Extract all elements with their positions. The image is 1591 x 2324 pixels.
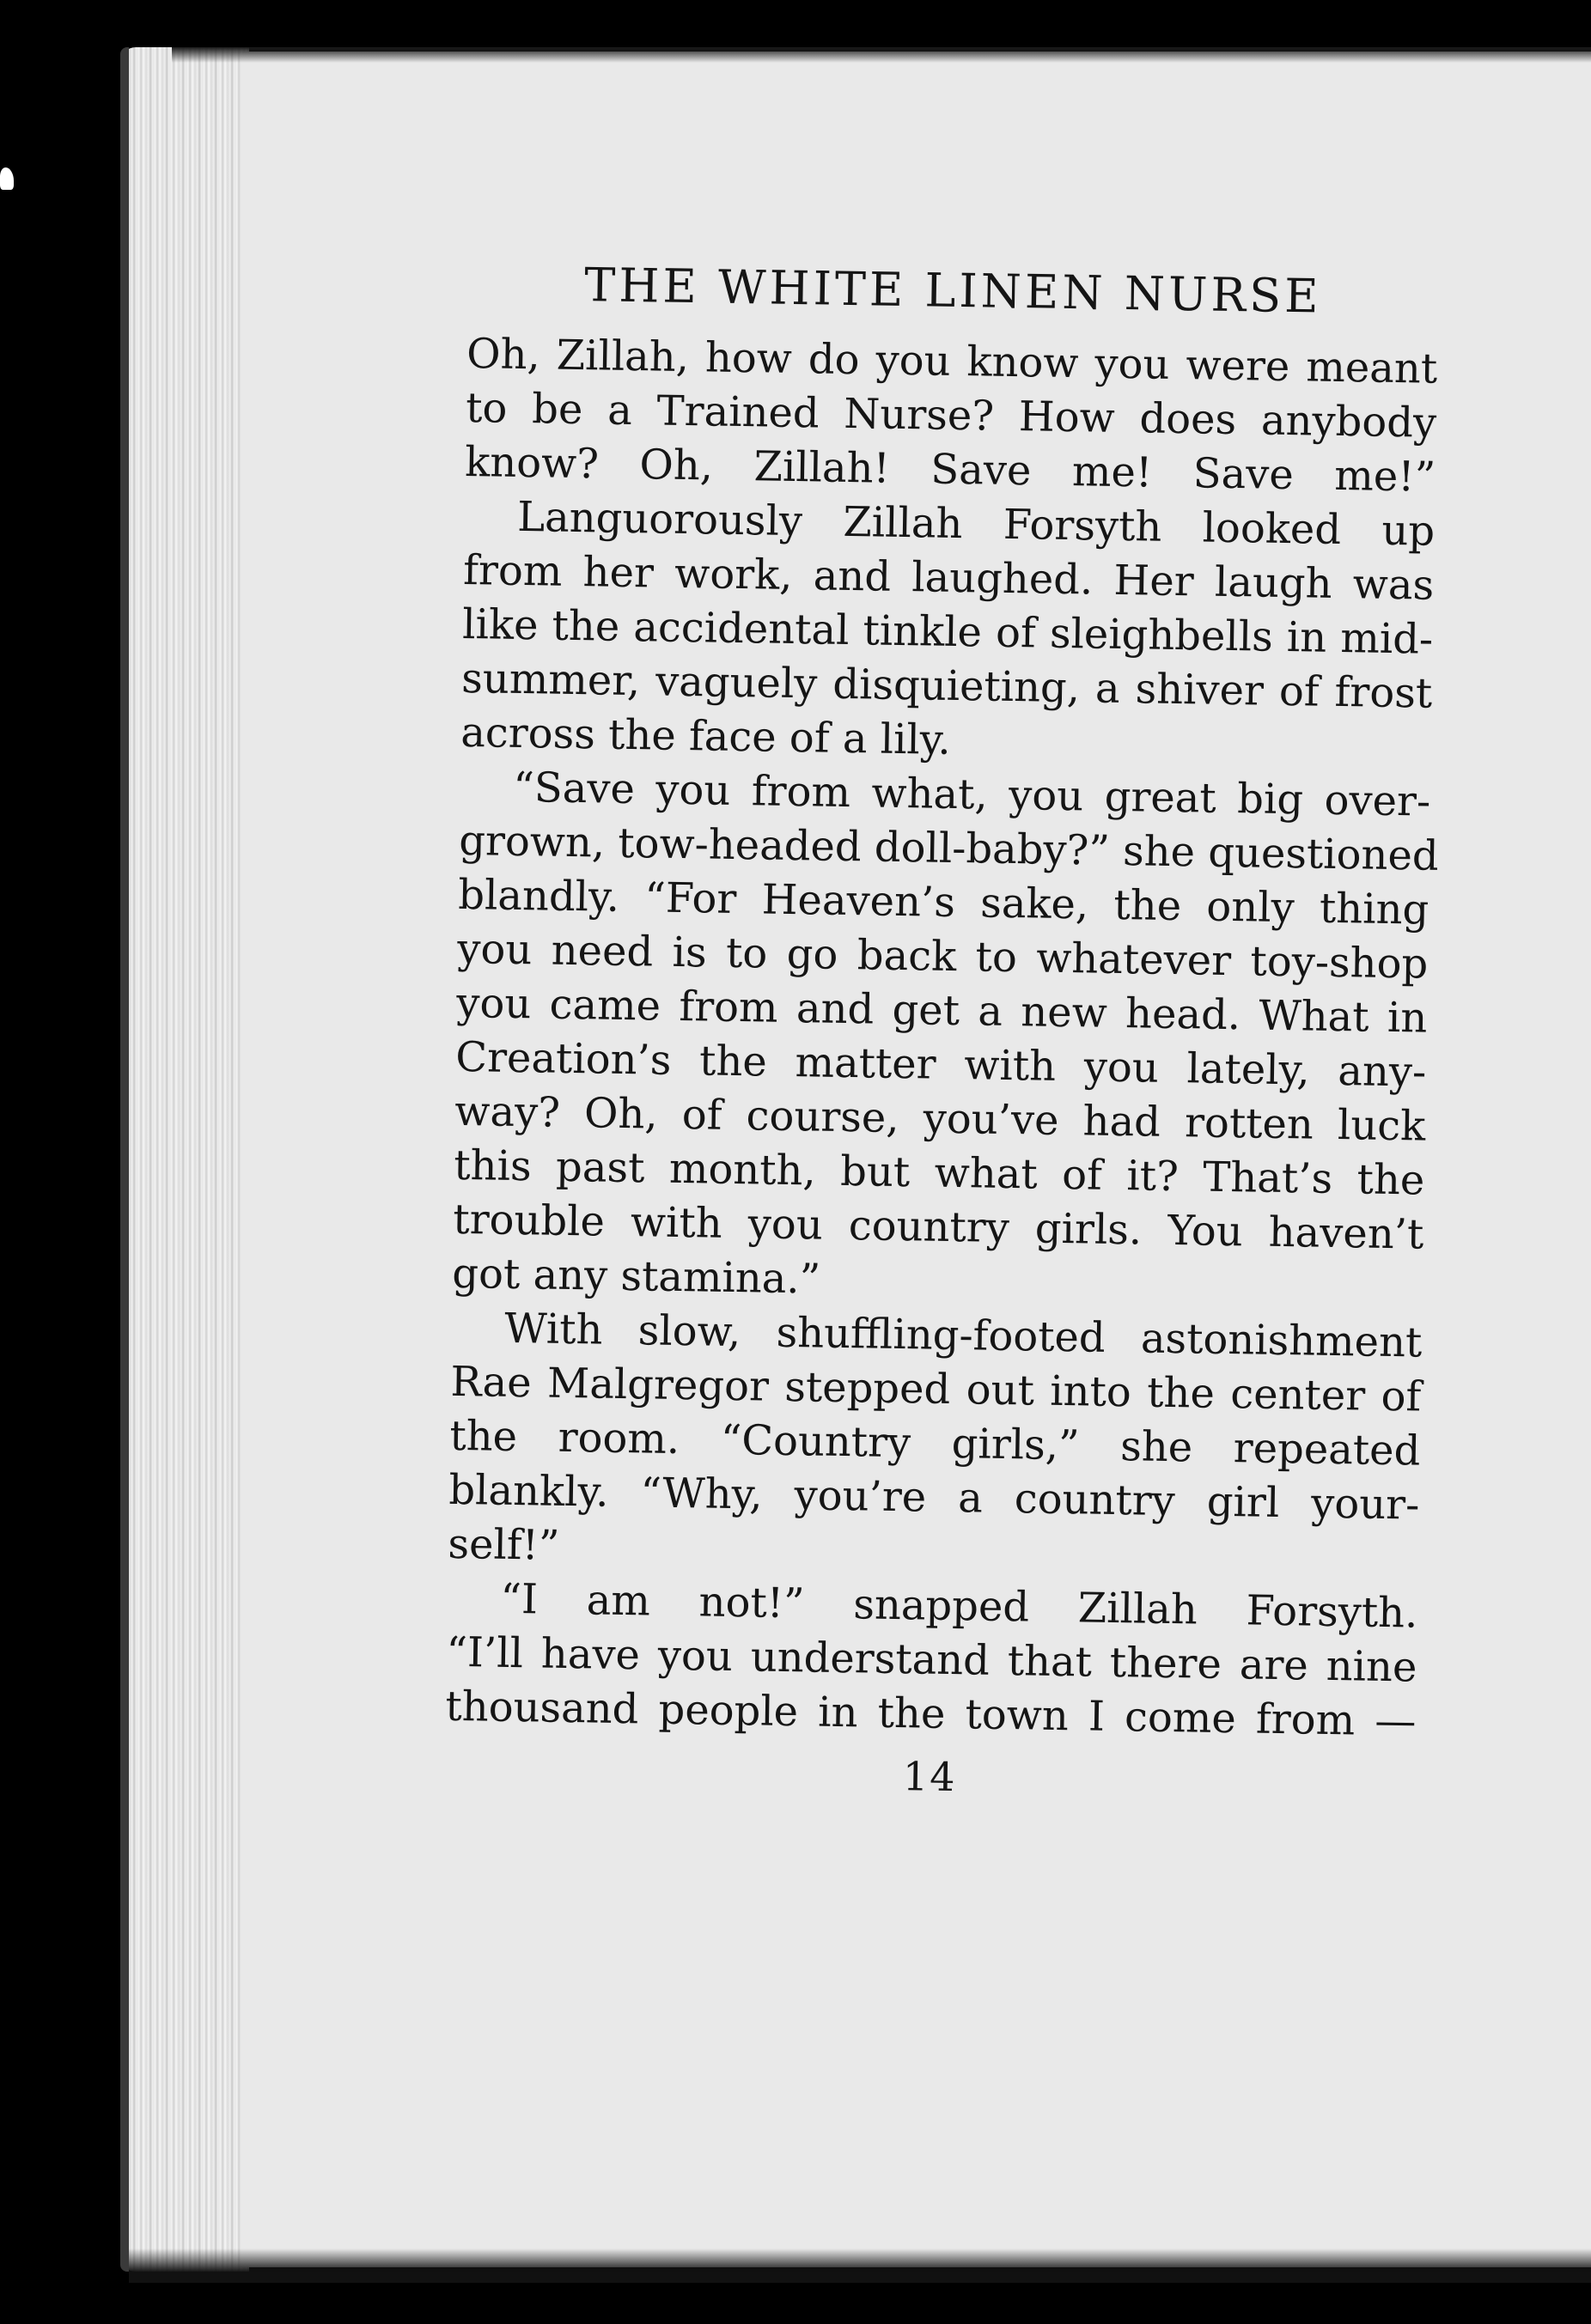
text-line: Creation’s the matter with you lately, any-: [454, 1033, 1427, 1098]
text-line: you need is to go back to whatever toy-shop: [456, 925, 1429, 989]
text-line: “I’ll have you understand that there are nine: [446, 1628, 1417, 1692]
page-bottom-shadow: [129, 2248, 1591, 2283]
book-spine-shadow: [120, 47, 129, 2272]
text-line: blandly. “For Heaven’s sake, the only thing: [457, 871, 1429, 935]
text-line: “I am not!” snapped Zillah Forsyth.: [500, 1575, 1418, 1638]
text-line: like the accidental tinkle of sleighbells in mid-: [461, 600, 1434, 665]
text-line: self!”: [448, 1520, 560, 1571]
text-line: way? Oh, of course, you’ve had rotten luck: [454, 1087, 1426, 1152]
page-number: 14: [902, 1753, 957, 1801]
text-line: across the face of a lily.: [460, 709, 952, 765]
text-line: to be a Trained Nurse? How does anybody: [465, 384, 1437, 448]
text-line: grown, tow-headed doll-baby?” she questioned: [458, 817, 1440, 881]
text-line: this past month, but what of it? That’s the: [453, 1141, 1425, 1206]
text-line: summer, vaguely disquieting, a shiver of frost: [460, 654, 1433, 719]
text-line: Oh, Zillah, how do you know you were meant: [466, 330, 1438, 394]
text-line: Languorously Zillah Forsyth looked up: [516, 493, 1436, 557]
text-line: “Save you from what, you great big over-: [512, 764, 1431, 827]
text-line: you came from and get a new head. What in: [455, 979, 1428, 1043]
text-line: Rae Malgregor stepped out into the center of: [449, 1358, 1422, 1421]
book-binding-edge: [120, 47, 249, 2272]
text-line: got any stamina.”: [451, 1250, 821, 1304]
page-top-shadow: [172, 47, 1591, 63]
scan-speck: [0, 167, 14, 190]
body-text: [445, 327, 1438, 1749]
running-head: THE WHITE LINEN NURSE: [583, 258, 1323, 324]
text-line: blankly. “Why, you’re a country girl your-: [448, 1466, 1420, 1530]
text-line: trouble with you country girls. You haven’t: [452, 1195, 1424, 1259]
text-block: [444, 258, 1439, 1808]
text-line: from her work, and laughed. Her laugh was: [462, 546, 1435, 611]
text-line: the room. “Country girls,” she repeated: [449, 1412, 1421, 1475]
text-line: With slow, shuffling-footed astonishment: [503, 1305, 1423, 1367]
text-line: know? Oh, Zillah! Save me! Save me!”: [464, 438, 1436, 502]
text-line: thousand people in the town I come from —: [445, 1682, 1417, 1746]
